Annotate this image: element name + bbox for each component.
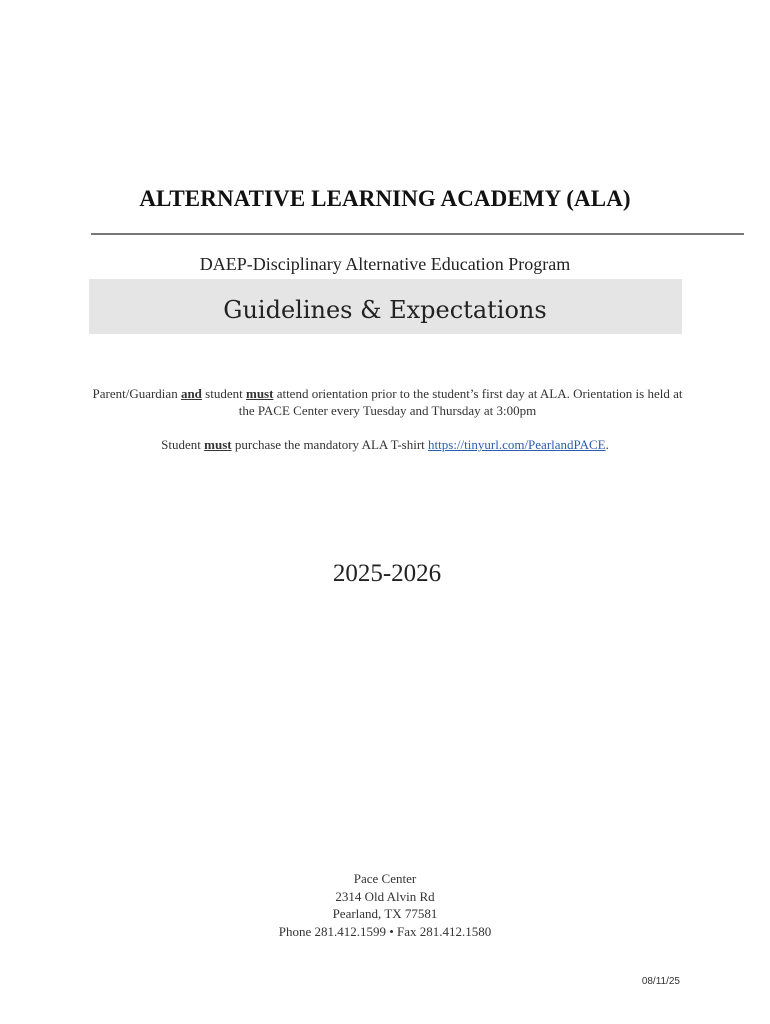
orientation-must-emphasis: must: [245, 386, 274, 401]
title-divider: [91, 233, 744, 235]
contact-city: Pearland, TX 77581: [332, 906, 438, 921]
orientation-and-emphasis: and: [180, 386, 202, 401]
page-title: ALTERNATIVE LEARNING ACADEMY (ALA): [139, 186, 631, 211]
school-year: 2025-2026: [332, 560, 442, 587]
contact-name: Pace Center: [353, 871, 417, 886]
tshirt-note: [0, 437, 770, 453]
orientation-note: [90, 385, 685, 419]
tshirt-order-link[interactable]: https://tinyurl.com/PearlandPACE: [428, 437, 606, 452]
contact-phone-fax: Phone 281.412.1599 • Fax 281.412.1580: [278, 923, 492, 939]
tshirt-text-1: Student: [161, 437, 205, 452]
orientation-text-1: Parent/Guardian: [92, 386, 181, 401]
tshirt-text-3: .: [605, 437, 609, 452]
tshirt-must-emphasis: must: [204, 437, 232, 452]
contact-block: [0, 870, 770, 940]
tshirt-text-2: purchase the mandatory ALA T-shirt: [231, 437, 429, 452]
contact-street: 2314 Old Alvin Rd: [335, 888, 435, 904]
orientation-text-2: student: [201, 386, 246, 401]
document-date: 08/11/25: [641, 976, 680, 987]
guidelines-heading: Guidelines & Expectations: [223, 296, 547, 324]
program-name: DAEP-Disciplinary Alternative Education Program: [199, 254, 571, 274]
orientation-text-3: attend orientation prior to the student’s first day at ALA. Orientation is held at the PACE Center every Tuesday and Thursday at 3:00pm: [238, 386, 683, 418]
